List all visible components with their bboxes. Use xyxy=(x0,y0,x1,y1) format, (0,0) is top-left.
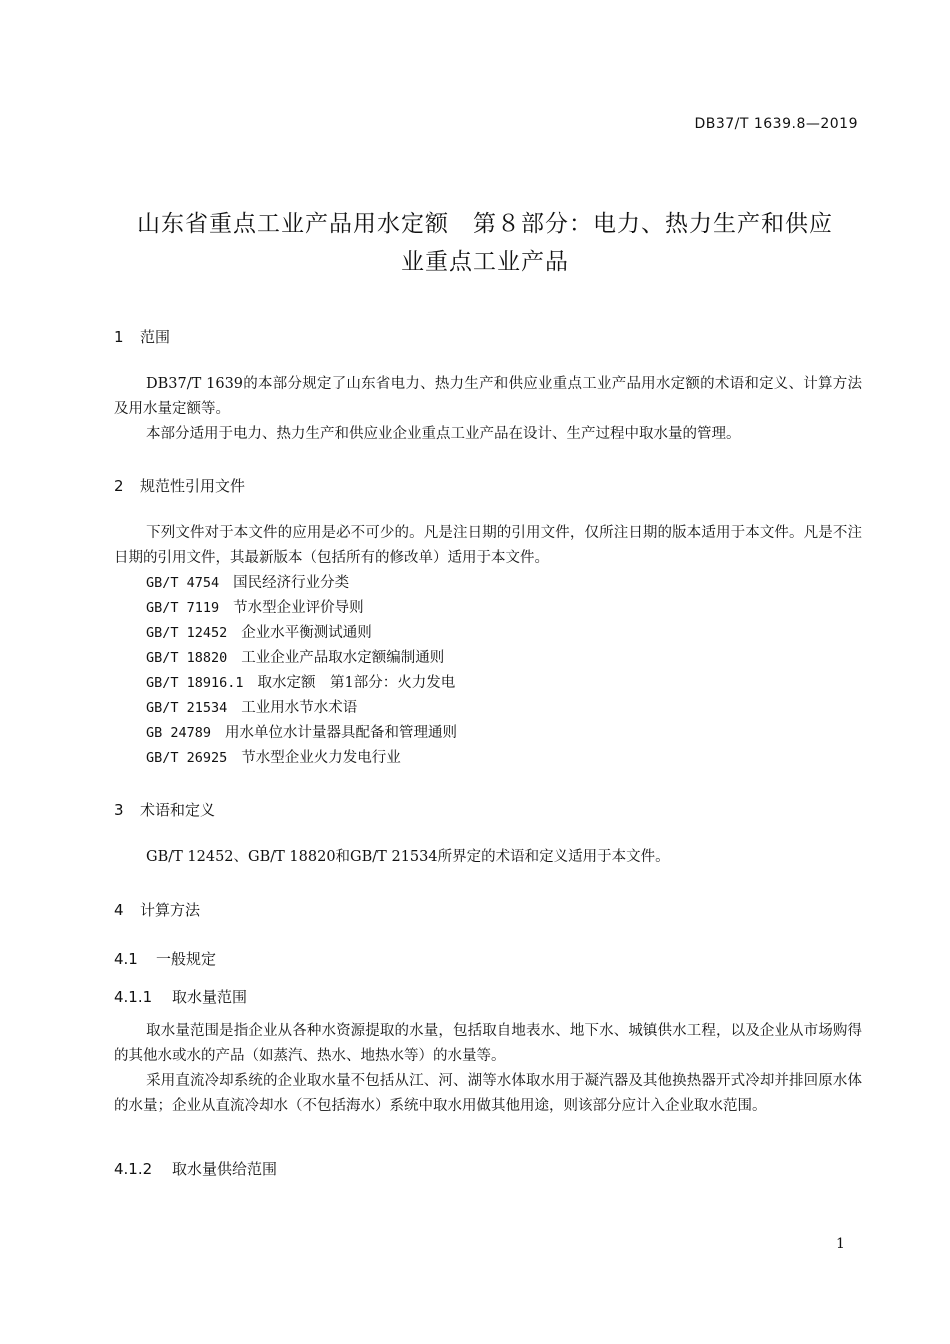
reference-code: GB/T 12452 xyxy=(146,625,228,641)
title-line-2: 业重点工业产品 xyxy=(401,249,569,275)
section-number: 4.1.2 xyxy=(114,1160,153,1178)
page-number: 1 xyxy=(836,1236,845,1252)
reference-item xyxy=(146,596,364,621)
section-number: 2 xyxy=(114,477,124,495)
reference-code: GB/T 7119 xyxy=(146,600,220,616)
section-title: 一般规定 xyxy=(156,950,217,968)
paragraph xyxy=(114,845,862,870)
section-heading xyxy=(114,475,245,496)
section-number: 3 xyxy=(114,801,124,819)
reference-name: 取水定额 第1部分：火力发电 xyxy=(257,675,456,691)
paragraph xyxy=(114,521,862,571)
reference-name: 工业用水节水术语 xyxy=(241,700,358,716)
reference-code: GB/T 18820 xyxy=(146,650,228,666)
section-heading xyxy=(114,899,200,920)
section-title: 术语和定义 xyxy=(140,801,216,819)
section-number: 4.1.1 xyxy=(114,988,153,1006)
paragraph xyxy=(114,422,862,447)
reference-name: 用水单位水计量器具配备和管理通则 xyxy=(225,725,458,741)
reference-name: 国民经济行业分类 xyxy=(233,575,350,591)
reference-item xyxy=(146,571,349,596)
paragraph-text: 取水量范围是指企业从各种水资源提取的水量，包括取自地表水、地下水、城镇供水工程，以及企业从市场购得的其他水或水的产品（如蒸汽、热水、地热水等）的水量等。 xyxy=(114,1023,862,1064)
paragraph-text: DB37/T 1639的本部分规定了山东省电力、热力生产和供应业重点工业产品用水定额的术语和定义、计算方法及用水量定额等。 xyxy=(114,376,862,417)
reference-item xyxy=(146,696,357,721)
paragraph-text: 下列文件对于本文件的应用是必不可少的。凡是注日期的引用文件，仅所注日期的版本适用于本文件。凡是不注日期的引用文件，其最新版本（包括所有的修改单）适用于本文件。 xyxy=(114,525,862,566)
reference-item xyxy=(146,646,444,671)
section-title: 规范性引用文件 xyxy=(140,477,246,495)
reference-code: GB/T 21534 xyxy=(146,700,228,716)
reference-name: 节水型企业评价导则 xyxy=(233,600,364,616)
reference-item xyxy=(146,671,455,696)
paragraph xyxy=(114,1069,862,1119)
subsection-heading xyxy=(114,986,247,1007)
reference-code: GB/T 4754 xyxy=(146,575,220,591)
paragraph-text: 本部分适用于电力、热力生产和供应业企业重点工业产品在设计、生产过程中取水量的管理。 xyxy=(146,426,741,442)
section-heading xyxy=(114,326,170,347)
section-title: 取水量供给范围 xyxy=(172,1160,278,1178)
paragraph xyxy=(114,372,862,422)
paragraph-text: GB/T 12452、GB/T 18820和GB/T 21534所界定的术语和定义适用于本文件。 xyxy=(146,849,670,865)
title-line-1: 山东省重点工业产品用水定额 第８部分：电力、热力生产和供应 xyxy=(137,211,833,237)
section-number: 4.1 xyxy=(114,950,138,968)
section-heading xyxy=(114,799,215,820)
reference-item xyxy=(146,746,401,771)
reference-name: 工业企业产品取水定额编制通则 xyxy=(241,650,445,666)
reference-code: GB/T 26925 xyxy=(146,750,228,766)
paragraph-text: 采用直流冷却系统的企业取水量不包括从江、河、湖等水体取水用于凝汽器及其他换热器开式冷却并排回原水体的水量；企业从直流冷却水（不包括海水）系统中取水用做其他用途，则该部分应计入企业取水范围。 xyxy=(114,1073,862,1114)
reference-name: 节水型企业火力发电行业 xyxy=(241,750,401,766)
section-title: 范围 xyxy=(140,328,171,346)
paragraph xyxy=(114,1019,862,1069)
standard-code: DB37/T 1639.8—2019 xyxy=(694,116,858,132)
reference-item xyxy=(146,621,372,646)
section-title: 计算方法 xyxy=(140,901,201,919)
reference-code: GB 24789 xyxy=(146,725,212,741)
subsection-heading xyxy=(114,1158,277,1179)
subsection-heading xyxy=(114,948,216,969)
section-number: 1 xyxy=(114,328,124,346)
section-title: 取水量范围 xyxy=(172,988,248,1006)
document-title xyxy=(100,205,870,281)
reference-code: GB/T 18916.1 xyxy=(146,675,244,691)
section-number: 4 xyxy=(114,901,124,919)
reference-item xyxy=(146,721,457,746)
reference-name: 企业水平衡测试通则 xyxy=(241,625,372,641)
